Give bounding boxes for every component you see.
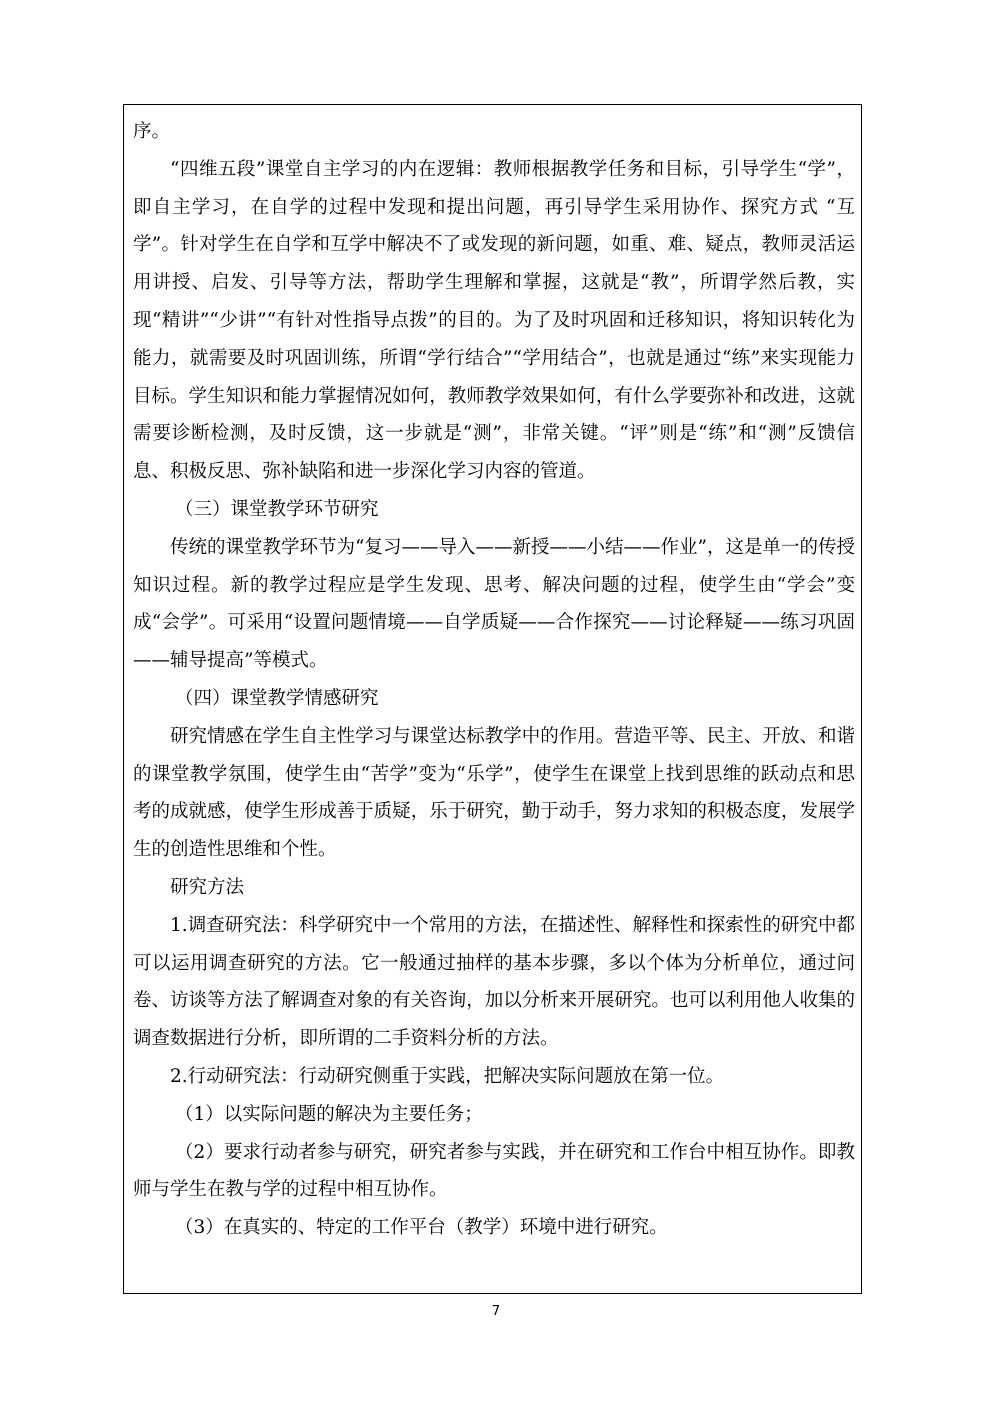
list-item-1: （1）以实际问题的解决为主要任务； xyxy=(175,1103,483,1125)
paragraph-continuation: 序。 xyxy=(133,121,171,142)
list-item-3: （3）在真实的、特定的工作平台（教学）环境中进行研究。 xyxy=(175,1217,668,1239)
paragraph-emotion: 研究情感在学生自主性学习与课堂达标教学中的作用。营造平等、民主、开放、和谐的课堂教学氛围，使学生由“苦学”变为“乐学”，使学生在课堂上找到思维的跃动点和思考的成就感，使学生形成善于质疑，乐于研究，勤于动手，努力求知的积极态度，发展学生的创造性思维和个性。 xyxy=(133,725,855,861)
section-heading-methods: 研究方法 xyxy=(170,876,245,898)
paragraph-logic: “四维五段”课堂自主学习的内在逻辑：教师根据教学任务和目标，引导学生“学”，即自主学习，在自学的过程中发现和提出问题，再引导学生采用协作、探究方式 “互学”。针对学生在自学和互学中解决不了或发现的新问题，如重、难、疑点，教师灵活运用讲授、启发、引导等方法，帮助学生理解和掌握，这就是“教”，所谓学然后教，实现“精讲”“少讲”“有针对性指导点拨”的目的。为了及时巩固和迁移知识，将知识转化为能力，就需要及时巩固训练，所谓“学行结合”“学用结合”，也就是通过“练”来实现能力目标。学生知识和能力掌握情况如何，教师教学效果如何，有什么学要弥补和改进，这就需要诊断检测，及时反馈，这一步就是“测”，非常关键。“评”则是“练”和“测”反馈信息、积极反思、弥补缺陷和进一步深化学习内容的管道。 xyxy=(133,158,855,483)
section-heading-4: （四）课堂教学情感研究 xyxy=(175,687,379,709)
list-item-2: （2）要求行动者参与研究，研究者参与实践，并在研究和工作台中相互协作。即教师与学生在教与学的过程中相互协作。 xyxy=(133,1141,855,1201)
paragraph-traditional-steps: 传统的课堂教学环节为“复习——导入——新授——小结——作业”，这是单一的传授知识过程。新的教学过程应是学生发现、思考、解决问题的过程，使学生由“学会”变成“会学”。可采用“设置问题情境——自学质疑——合作探究——讨论释疑——练习巩固——辅导提高”等模式。 xyxy=(133,536,855,672)
section-heading-3: （三）课堂教学环节研究 xyxy=(175,498,379,520)
paragraph-action-research: 2.行动研究法：行动研究侧重于实践，把解决实际问题放在第一位。 xyxy=(170,1065,725,1087)
document-body xyxy=(133,113,855,1247)
paragraph-survey-method: 1.调查研究法：科学研究中一个常用的方法，在描述性、解释性和探索性的研究中都可以运用调查研究的方法。它一般通过抽样的基本步骤，多以个体为分析单位，通过问卷、访谈等方法了解调查对象的有关咨询，加以分析来开展研究。也可以利用他人收集的调查数据进行分析，即所谓的二手资料分析的方法。 xyxy=(133,914,855,1050)
page-number: 7 xyxy=(491,1304,501,1319)
